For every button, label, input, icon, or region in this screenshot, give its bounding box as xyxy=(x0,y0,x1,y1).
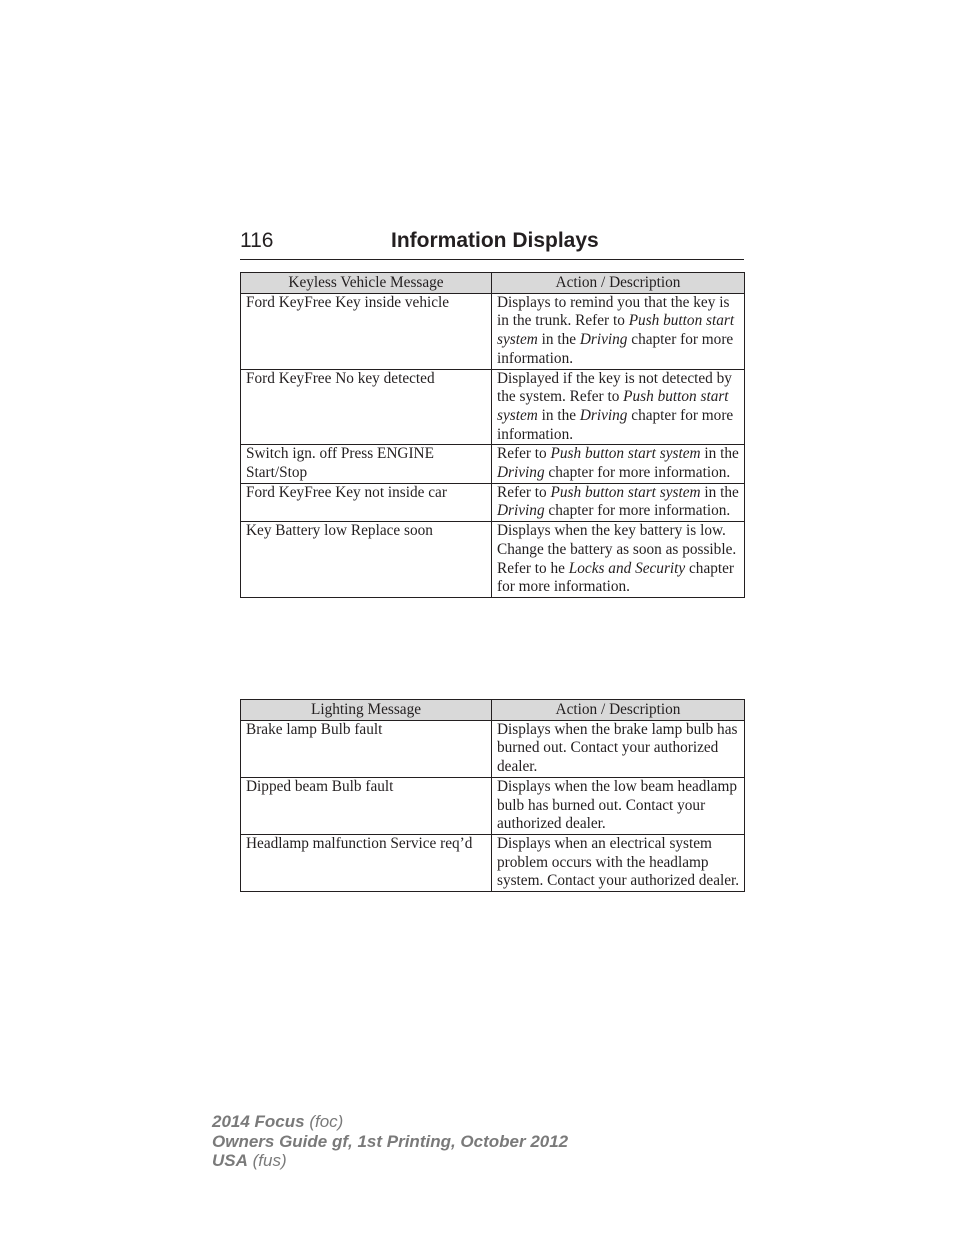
description-italic-text: Push button start system xyxy=(550,445,701,463)
description-italic-text: Driving xyxy=(497,464,545,482)
footer-model-code: (foc) xyxy=(304,1112,344,1131)
description-italic-text: Driving xyxy=(579,406,628,424)
description-text: Displays when the brake lamp bulb has burned out. Contact your authorized dealer. xyxy=(497,720,738,776)
edition-footer xyxy=(212,1112,568,1171)
message-cell: Dipped beam Bulb fault xyxy=(241,777,492,834)
message-cell: Ford KeyFree Key inside vehicle xyxy=(241,293,492,369)
description-text: Refer to xyxy=(497,445,551,463)
description-text: in the xyxy=(537,406,580,424)
description-text: Displays to remind you that the key is in the trunk. Refer to xyxy=(497,293,730,330)
column-header-description: Action / Description xyxy=(492,700,745,721)
description-text: Refer to xyxy=(497,483,551,501)
description-italic-text: Driving xyxy=(579,331,628,349)
description-cell xyxy=(492,834,745,891)
description-text: in the xyxy=(700,445,739,463)
column-header-message: Lighting Message xyxy=(241,700,492,721)
table-header-row xyxy=(241,700,745,721)
description-cell xyxy=(492,777,745,834)
column-header-description: Action / Description xyxy=(492,273,745,294)
table-row xyxy=(241,293,745,369)
table-row xyxy=(241,834,745,891)
footer-printing: Owners Guide gf, 1st Printing, October 2012 xyxy=(212,1131,569,1151)
description-cell xyxy=(492,445,745,483)
description-text: in the xyxy=(537,331,580,349)
table-body xyxy=(241,293,745,597)
message-cell: Ford KeyFree Key not inside car xyxy=(241,483,492,521)
footer-market: USA xyxy=(212,1151,248,1170)
table-row xyxy=(241,445,745,483)
description-text: in the xyxy=(700,483,739,501)
table-row xyxy=(241,720,745,777)
table-row xyxy=(241,522,745,598)
description-cell xyxy=(492,369,745,445)
table-header-row xyxy=(241,273,745,294)
footer-model: 2014 Focus xyxy=(212,1112,305,1131)
description-text: Displays when the key battery is low. Change the battery as soon as possible. Refer to he xyxy=(497,522,737,577)
description-cell xyxy=(492,483,745,521)
message-cell: Headlamp malfunction Service req’d xyxy=(241,834,492,891)
description-italic-text: Locks and Security xyxy=(568,559,686,577)
message-cell: Switch ign. off Press ENGINE Start/Stop xyxy=(241,445,492,483)
message-cell: Brake lamp Bulb fault xyxy=(241,720,492,777)
description-text: Displays when an electrical system problem occurs with the headlamp system. Contact your authorized dealer. xyxy=(497,834,740,890)
table-row xyxy=(241,369,745,445)
description-italic-text: Push button start system xyxy=(497,312,735,349)
footer-line xyxy=(212,1151,568,1171)
description-text: Displays when the low beam headlamp bulb has burned out. Contact your authorized dealer. xyxy=(497,777,738,833)
description-text: chapter for more information. xyxy=(497,559,735,596)
column-header-message: Keyless Vehicle Message xyxy=(241,273,492,294)
footer-line xyxy=(212,1112,568,1132)
description-italic-text: Push button start system xyxy=(497,388,729,424)
description-text: chapter for more information. xyxy=(497,406,734,443)
description-text: Displayed if the key is not detected by the system. Refer to xyxy=(497,369,732,406)
table-row xyxy=(241,483,745,521)
page-title: Information Displays xyxy=(391,229,599,252)
message-cell: Key Battery low Replace soon xyxy=(241,522,492,598)
lighting-message-table xyxy=(240,699,745,892)
description-text: chapter for more information. xyxy=(544,464,731,482)
description-cell xyxy=(492,522,745,598)
description-cell xyxy=(492,720,745,777)
table-body xyxy=(241,720,745,891)
table-row xyxy=(241,777,745,834)
description-italic-text: Driving xyxy=(497,502,545,520)
keyless-vehicle-message-table xyxy=(240,272,745,598)
description-cell xyxy=(492,293,745,369)
message-cell: Ford KeyFree No key detected xyxy=(241,369,492,445)
page-number: 116 xyxy=(240,229,274,252)
page-header xyxy=(240,228,744,260)
footer-market-code: (fus) xyxy=(247,1151,287,1170)
description-text: chapter for more information. xyxy=(497,331,734,367)
description-text: chapter for more information. xyxy=(544,502,731,520)
description-italic-text: Push button start system xyxy=(550,483,701,501)
